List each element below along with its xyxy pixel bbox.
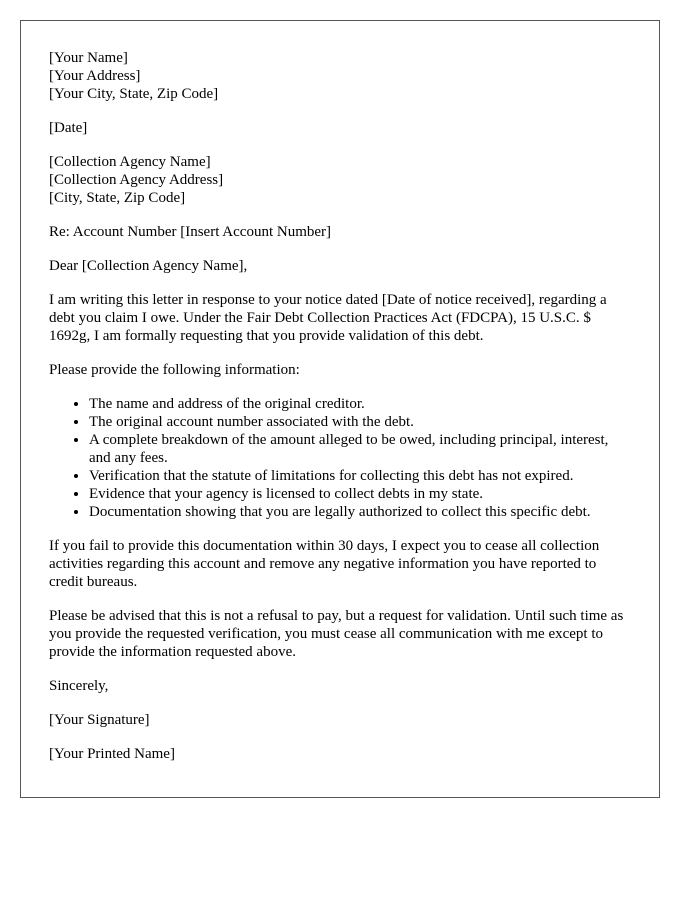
list-item: • Documentation showing that you are legally authorized to collect this specific debt. [89,503,631,521]
sender-address [49,49,631,103]
sender-name: [Your Name] [49,50,128,66]
sender-city: [Your City, State, Zip Code] [49,86,219,102]
list-item: • The name and address of the original creditor. [89,395,631,413]
sender-street: [Your Address] [49,68,141,84]
list-item: • Evidence that your agency is licensed to collect debts in my state. [89,485,631,503]
printed-name: [Your Printed Name] [49,746,175,762]
request-list [49,395,631,521]
re-line: Re: Account Number [Insert Account Number] [49,224,332,240]
letter-date: [Date] [49,120,88,136]
recipient-city: [City, State, Zip Code] [49,190,186,206]
deadline-paragraph: If you fail to provide this documentation within 30 days, I expect you to cease all collection activities regarding this account and remove any negative information you have reported to credit bureaus. [49,538,600,590]
list-item: • Verification that the statute of limitations for collecting this debt has not expired. [89,467,631,485]
recipient-address [49,153,631,207]
intro-paragraph: I am writing this letter in response to your notice dated [Date of notice received], regarding a debt you claim I owe. Under the Fair Debt Collection Practices Act (FDCPA), 15 U.S.C. $ 1692g, I am formally requesting that you provide validation of this debt. [49,292,607,344]
list-intro: Please provide the following information: [49,362,300,378]
list-item: • The original account number associated with the debt. [89,413,631,431]
signature: [Your Signature] [49,712,150,728]
list-item: • A complete breakdown of the amount alleged to be owed, including principal, interest, and any fees. [89,431,631,467]
recipient-name: [Collection Agency Name] [49,154,211,170]
letter [20,20,660,798]
closing: Sincerely, [49,678,109,694]
recipient-street: [Collection Agency Address] [49,172,224,188]
advisory-paragraph: Please be advised that this is not a refusal to pay, but a request for validation. Until such time as you provide the requested verification, you must cease all communication with me except to provide the information requested above. [49,608,624,660]
salutation: Dear [Collection Agency Name], [49,258,248,274]
